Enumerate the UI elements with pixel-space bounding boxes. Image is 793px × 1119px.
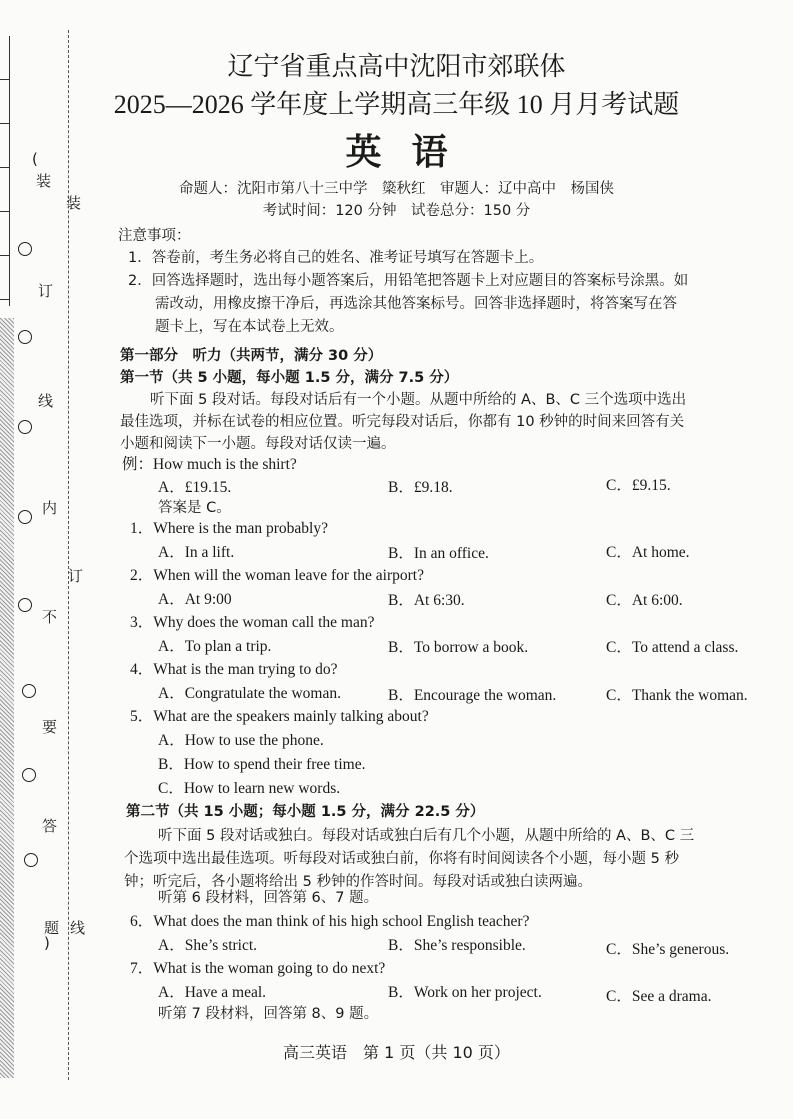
option-3c: C．To attend a class.: [606, 639, 739, 656]
option-1c: C．At home.: [606, 544, 690, 561]
section2-instructions: 个选项中选出最佳选项。听每段对话或独白前，你将有时间阅读各个小题，每小题 5 秒: [124, 851, 679, 867]
section2-instructions: 听下面 5 段对话或独白。每段对话或独白后有几个小题，从题中所给的 A、B、C 三: [158, 828, 695, 844]
option-7b: B．Work on her project.: [388, 984, 542, 1001]
binding-char: 不: [42, 608, 58, 626]
option-2b: B．At 6:30.: [388, 592, 465, 609]
example-option-b: B．£9.18.: [388, 479, 453, 496]
binding-char: 答: [42, 817, 58, 835]
note-item: 1．答卷前，考生务必将自己的姓名、准考证号填写在答题卡上。: [128, 250, 544, 266]
section1-instructions: 小题和阅读下一小题。每段对话仅读一遍。: [120, 436, 396, 452]
binding-char: ): [44, 934, 50, 952]
question-3: 3．Why does the woman call the man?: [130, 614, 375, 631]
section2-heading: 第二节（共 15 小题；每小题 1.5 分，满分 22.5 分）: [126, 804, 485, 820]
option-6b: B．She’s responsible.: [388, 937, 526, 954]
binding-char: 要: [42, 718, 58, 736]
option-5b: B．How to spend their free time.: [158, 756, 366, 773]
binding-char: 线: [38, 392, 54, 410]
exam-title-line2: 2025—2026 学年度上学期高三年级 10 月月考试题: [113, 90, 680, 119]
binding-char: 订: [38, 282, 54, 300]
binding-char: 题: [44, 919, 60, 937]
option-5a: A．How to use the phone.: [158, 732, 324, 749]
option-5c: C．How to learn new words.: [158, 780, 341, 797]
section2-instructions: 钟；听完后，各小题将给出 5 秒钟的作答时间。每段对话或独白读两遍。: [124, 874, 592, 890]
binding-char: (: [32, 150, 38, 168]
section1-instructions: 听下面 5 段对话。每段对话后有一个小题。从题中所给的 A、B、C 三个选项中选出: [150, 392, 687, 408]
question-7: 7．What is the woman going to do next?: [130, 960, 386, 977]
option-6c: C．She’s generous.: [606, 941, 730, 958]
binding-hole: [18, 598, 32, 612]
option-1b: B．In an office.: [388, 545, 489, 562]
example-answer: 答案是 C。: [158, 500, 231, 516]
exam-authors: 命题人：沈阳市第八十三中学 簗秋红 审题人：辽中高中 杨国侠: [179, 181, 614, 197]
exam-title-line1: 辽宁省重点高中沈阳市郊联体: [227, 52, 566, 81]
binding-hole: [24, 853, 38, 867]
option-1a: A．In a lift.: [158, 544, 235, 561]
binding-hole: [22, 684, 36, 698]
section1-heading: 第一节（共 5 小题，每小题 1.5 分，满分 7.5 分）: [120, 370, 459, 386]
part1-heading: 第一部分 听力（共两节，满分 30 分）: [120, 348, 383, 364]
question-6: 6．What does the man think of his high school English teacher?: [130, 913, 530, 930]
question-1: 1．Where is the man probably?: [130, 520, 328, 537]
binding-char: 装: [66, 194, 82, 212]
binding-hatch: [0, 318, 14, 1078]
binding-hole: [18, 510, 32, 524]
question-2: 2．When will the woman leave for the airport?: [130, 567, 424, 584]
binding-char: 内: [42, 499, 58, 517]
binding-hole: [18, 330, 32, 344]
example-question: 例：How much is the shirt?: [122, 456, 297, 473]
binding-char: 订: [68, 567, 84, 585]
exam-info: 考试时间：120 分钟 试卷总分：150 分: [262, 203, 531, 219]
option-4a: A．Congratulate the woman.: [158, 685, 341, 702]
material-6-heading: 听第 6 段材料，回答第 6、7 题。: [158, 890, 379, 906]
material-7-heading: 听第 7 段材料，回答第 8、9 题。: [158, 1006, 379, 1022]
note-item: 题卡上，写在本试卷上无效。: [155, 319, 344, 335]
note-item: 需改动，用橡皮擦干净后，再选涂其他答案标号。回答非选择题时，将答案写在答: [155, 296, 677, 312]
option-3b: B．To borrow a book.: [388, 639, 529, 656]
subject-title: 英语: [345, 132, 478, 172]
example-option-c: C．£9.15.: [606, 477, 671, 494]
option-2a: A．At 9:00: [158, 591, 232, 608]
example-option-a: A．£19.15.: [158, 479, 232, 496]
option-6a: A．She’s strict.: [158, 937, 258, 954]
note-item: 2．回答选择题时，选出每小题答案后，用铅笔把答题卡上对应题目的答案标号涂黑。如: [128, 273, 689, 289]
option-7c: C．See a drama.: [606, 988, 712, 1005]
binding-hole: [18, 420, 32, 434]
question-4: 4．What is the man trying to do?: [130, 661, 338, 678]
option-2c: C．At 6:00.: [606, 592, 683, 609]
binding-char: 线: [70, 919, 86, 937]
binding-hole: [18, 242, 32, 256]
section1-instructions: 最佳选项，并标在试卷的相应位置。听完每段对话后，你都有 10 秒钟的时间来回答有关: [120, 414, 685, 430]
option-3a: A．To plan a trip.: [158, 638, 272, 655]
option-4b: B．Encourage the woman.: [388, 687, 557, 704]
page-footer: 高三英语 第 1 页（共 10 页）: [283, 1043, 510, 1062]
option-4c: C．Thank the woman.: [606, 687, 748, 704]
question-5: 5．What are the speakers mainly talking about?: [130, 708, 429, 725]
binding-char: 装: [36, 172, 52, 190]
notes-heading: 注意事项：: [118, 228, 191, 244]
option-7a: A．Have a meal.: [158, 984, 267, 1001]
binding-hole: [22, 768, 36, 782]
